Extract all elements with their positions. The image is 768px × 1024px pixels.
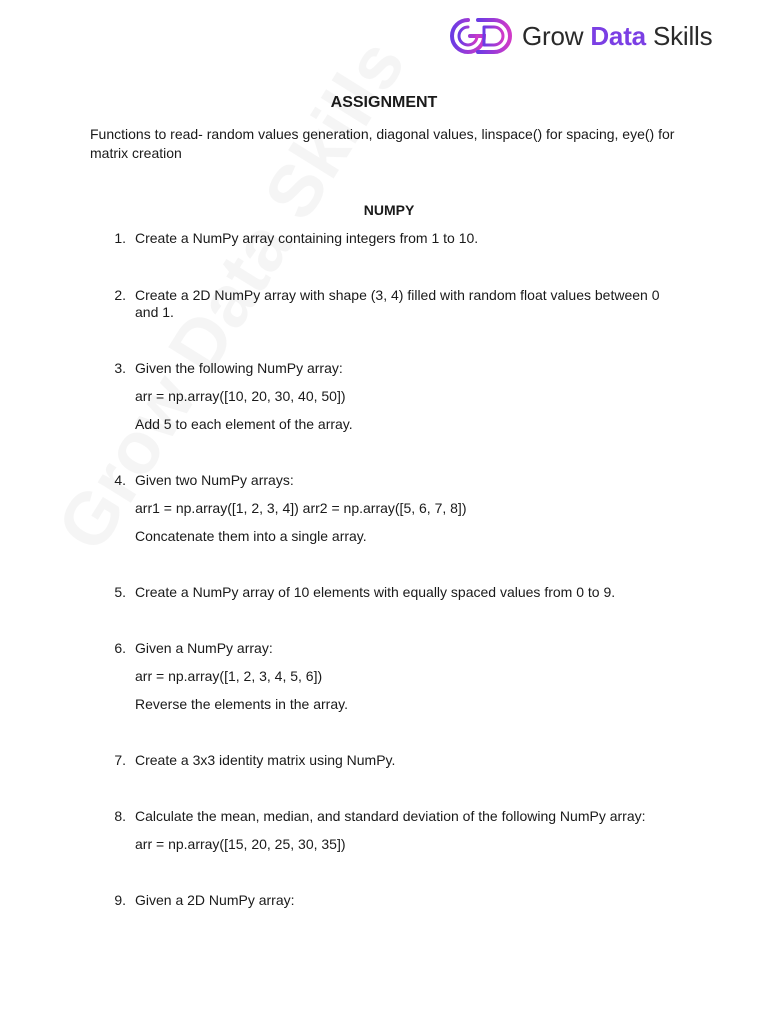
code-snippet: arr = np.array([1, 2, 3, 4, 5, 6]) <box>135 668 323 684</box>
brand-name <box>522 16 712 56</box>
question-text: Create a 2D NumPy array with shape (3, 4) filled with random float values between 0 and 1. <box>135 287 660 320</box>
question-text: Given a 2D NumPy array: <box>135 892 295 908</box>
question-number: 8. <box>114 808 126 824</box>
question-task: Reverse the elements in the array. <box>135 696 348 712</box>
code-snippet: arr = np.array([10, 20, 30, 40, 50]) <box>135 388 346 404</box>
brand-name-part1: Grow <box>522 21 584 51</box>
question-text: Create a NumPy array containing integers from 1 to 10. <box>135 230 479 246</box>
question-text: Create a 3x3 identity matrix using NumPy. <box>135 752 396 768</box>
question-text: Given two NumPy arrays: <box>135 472 294 488</box>
question-number: 4. <box>114 472 126 488</box>
question-text: Calculate the mean, median, and standard deviation of the following NumPy array: <box>135 808 646 824</box>
question-task: Concatenate them into a single array. <box>135 528 367 544</box>
question-number: 7. <box>114 752 126 768</box>
question-number: 9. <box>114 892 126 908</box>
question-number: 2. <box>114 287 126 303</box>
brand-name-part2: Data <box>590 21 646 51</box>
section-heading: NUMPY <box>363 202 415 218</box>
document-title: ASSIGNMENT <box>330 94 438 111</box>
question-number: 6. <box>114 640 126 656</box>
question-task: Add 5 to each element of the array. <box>135 416 353 432</box>
code-snippet: arr1 = np.array([1, 2, 3, 4]) arr2 = np.array([5, 6, 7, 8]) <box>135 500 467 516</box>
question-text: Create a NumPy array of 10 elements with equally spaced values from 0 to 9. <box>135 584 616 600</box>
question-number: 1. <box>114 230 126 246</box>
gd-monogram-icon <box>448 16 514 56</box>
question-text: Given the following NumPy array: <box>135 360 343 376</box>
question-text: Given a NumPy array: <box>135 640 273 656</box>
question-number: 5. <box>114 584 126 600</box>
brand-name-part3: Skills <box>652 21 713 51</box>
brand-logo <box>448 16 712 56</box>
code-snippet: arr = np.array([15, 20, 25, 30, 35]) <box>135 836 346 852</box>
document-intro: Functions to read- random values generation, diagonal values, linspace() for spacing, eye() for matrix creation <box>90 126 675 161</box>
question-number: 3. <box>114 360 126 376</box>
